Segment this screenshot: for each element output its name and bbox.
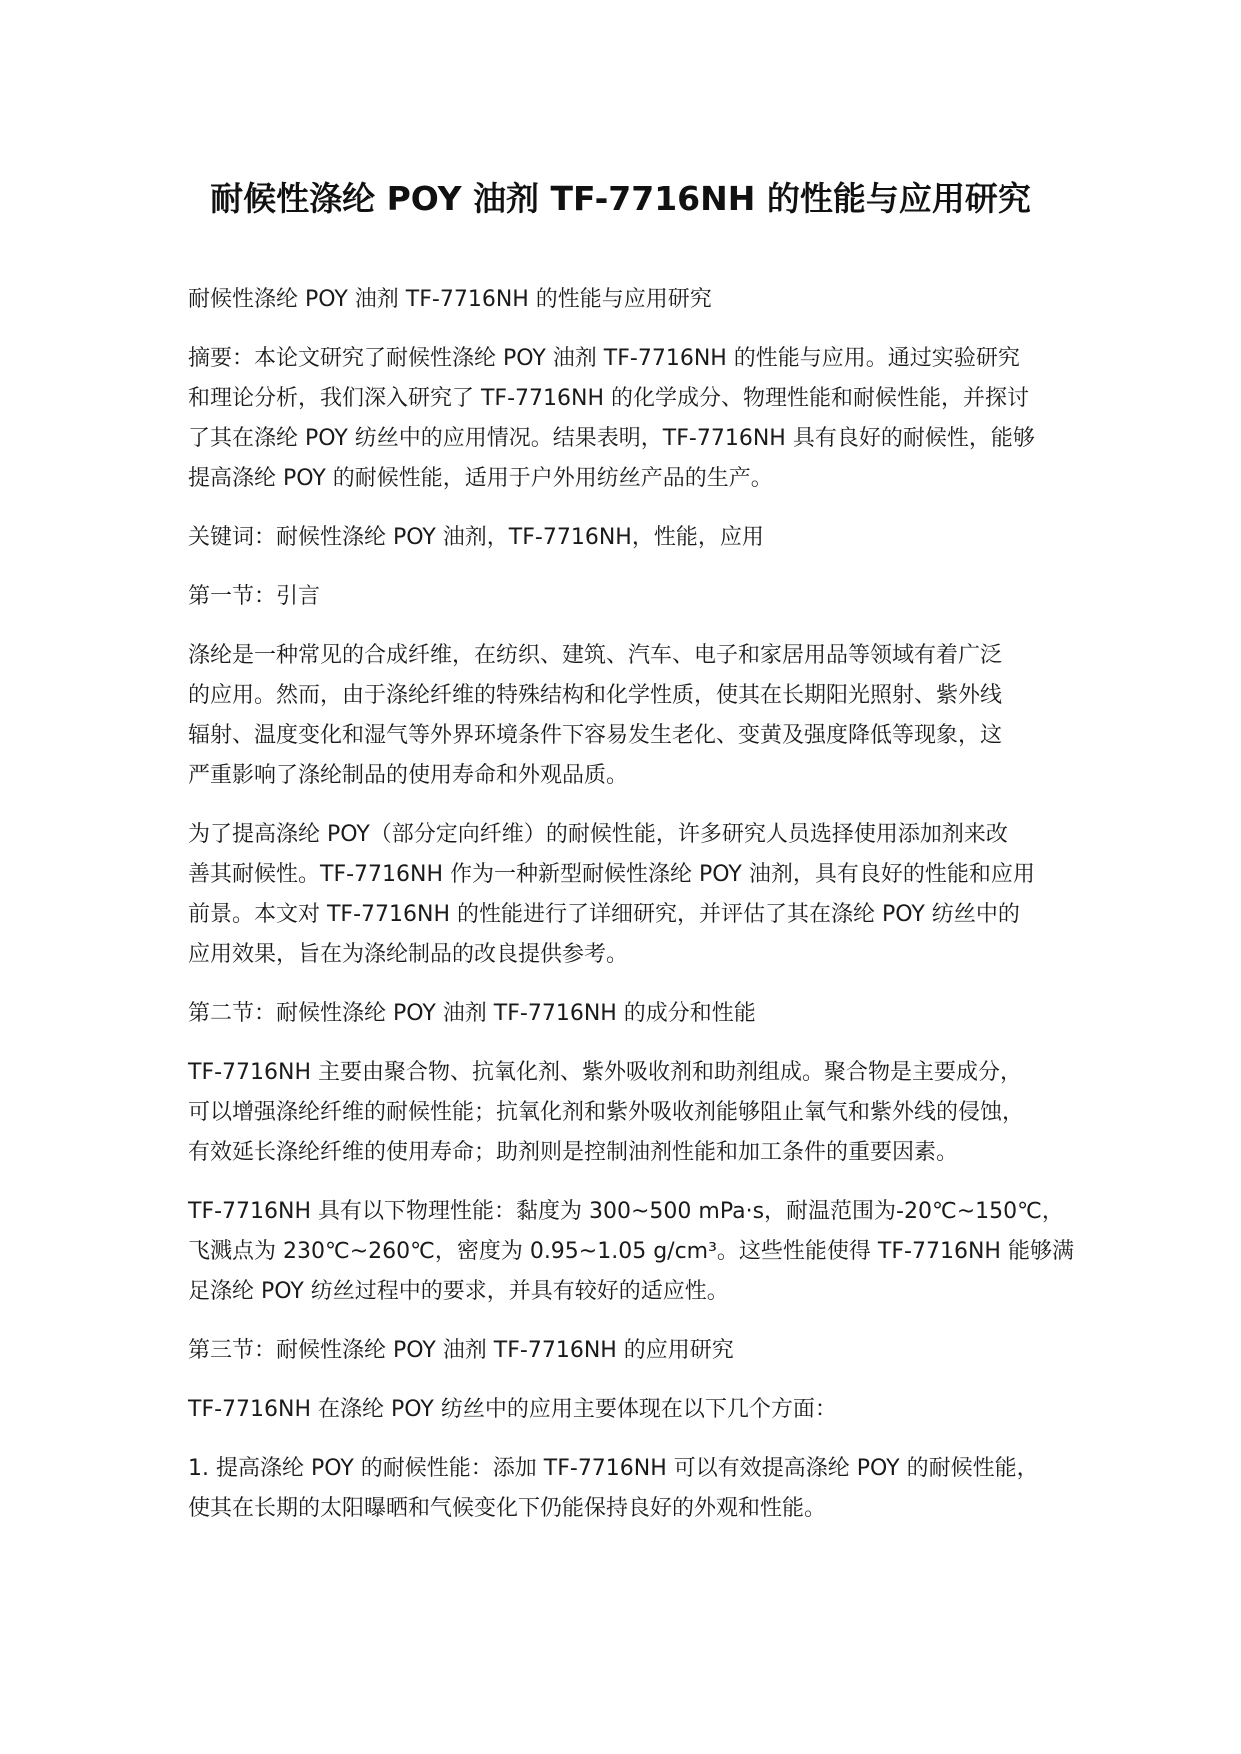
text-line: 了其在涤纶 POY 纺丝中的应用情况。结果表明，TF-7716NH 具有良好的耐候性，能够 xyxy=(188,426,1035,451)
text-line: 有效延长涤纶纤维的使用寿命；助剂则是控制油剂性能和加工条件的重要因素。 xyxy=(188,1140,959,1165)
text-line: TF-7716NH 具有以下物理性能：黏度为 300~500 mPa·s，耐温范围为-20℃~150℃， xyxy=(188,1199,1064,1224)
document-body xyxy=(188,280,1088,1548)
paragraph-properties xyxy=(188,1192,1088,1312)
text-line: 第一节：引言 xyxy=(188,584,321,609)
text-line: 前景。本文对 TF-7716NH 的性能进行了详细研究，并评估了其在涤纶 POY 纺丝中的 xyxy=(188,902,1020,927)
text-line: 辐射、温度变化和湿气等外界环境条件下容易发生老化、变黄及强度降低等现象，这 xyxy=(188,723,1003,748)
text-line: 飞溅点为 230℃~260℃，密度为 0.95~1.05 g/cm³。这些性能使得 TF-7716NH 能够满 xyxy=(188,1239,1074,1264)
text-line: 关键词：耐候性涤纶 POY 油剂，TF-7716NH，性能，应用 xyxy=(188,525,764,550)
paragraph-intro-2 xyxy=(188,815,1088,975)
text-line: TF-7716NH 主要由聚合物、抗氧化剂、紫外吸收剂和助剂组成。聚合物是主要成分， xyxy=(188,1060,1023,1085)
text-line: TF-7716NH 在涤纶 POY 纺丝中的应用主要体现在以下几个方面： xyxy=(188,1397,837,1422)
section-heading-2 xyxy=(188,994,1088,1034)
text-line: 第三节：耐候性涤纶 POY 油剂 TF-7716NH 的应用研究 xyxy=(188,1338,734,1363)
text-line: 严重影响了涤纶制品的使用寿命和外观品质。 xyxy=(188,763,629,788)
text-line: 可以增强涤纶纤维的耐候性能；抗氧化剂和紫外吸收剂能够阻止氧气和紫外线的侵蚀， xyxy=(188,1100,1025,1125)
text-line: 1. 提高涤纶 POY 的耐候性能：添加 TF-7716NH 可以有效提高涤纶 POY 的耐候性能， xyxy=(188,1456,1039,1481)
text-line: 提高涤纶 POY 的耐候性能，适用于户外用纺丝产品的生产。 xyxy=(188,466,773,491)
paragraph-application-item-1 xyxy=(188,1449,1088,1529)
paragraph-keywords xyxy=(188,518,1088,558)
text-line: 摘要：本论文研究了耐候性涤纶 POY 油剂 TF-7716NH 的性能与应用。通过实验研究 xyxy=(188,346,1020,371)
text-line: 涤纶是一种常见的合成纤维，在纺织、建筑、汽车、电子和家居用品等领域有着广泛 xyxy=(188,643,1003,668)
text-line: 使其在长期的太阳曝晒和气候变化下仍能保持良好的外观和性能。 xyxy=(188,1496,827,1521)
paragraph-intro-1 xyxy=(188,636,1088,796)
text-line: 第二节：耐候性涤纶 POY 油剂 TF-7716NH 的成分和性能 xyxy=(188,1001,756,1026)
text-line: 足涤纶 POY 纺丝过程中的要求，并具有较好的适应性。 xyxy=(188,1279,729,1304)
paragraph-composition xyxy=(188,1053,1088,1173)
text-line: 善其耐候性。TF-7716NH 作为一种新型耐候性涤纶 POY 油剂，具有良好的性能和应用 xyxy=(188,862,1035,887)
text-line: 为了提高涤纶 POY（部分定向纤维）的耐候性能，许多研究人员选择使用添加剂来改 xyxy=(188,822,1008,847)
text-line: 和理论分析，我们深入研究了 TF-7716NH 的化学成分、物理性能和耐候性能，并探讨 xyxy=(188,386,1030,411)
text-line: 耐候性涤纶 POY 油剂 TF-7716NH 的性能与应用研究 xyxy=(188,287,712,312)
paragraph-subtitle xyxy=(188,280,1088,320)
text-line: 应用效果，旨在为涤纶制品的改良提供参考。 xyxy=(188,942,629,967)
document-title: 耐候性涤纶 POY 油剂 TF-7716NH 的性能与应用研究 xyxy=(210,179,1031,218)
paragraph-abstract xyxy=(188,339,1088,499)
paragraph-application-intro xyxy=(188,1390,1088,1430)
text-line: 的应用。然而，由于涤纶纤维的特殊结构和化学性质，使其在长期阳光照射、紫外线 xyxy=(188,683,1003,708)
section-heading-3 xyxy=(188,1331,1088,1371)
section-heading-1 xyxy=(188,577,1088,617)
